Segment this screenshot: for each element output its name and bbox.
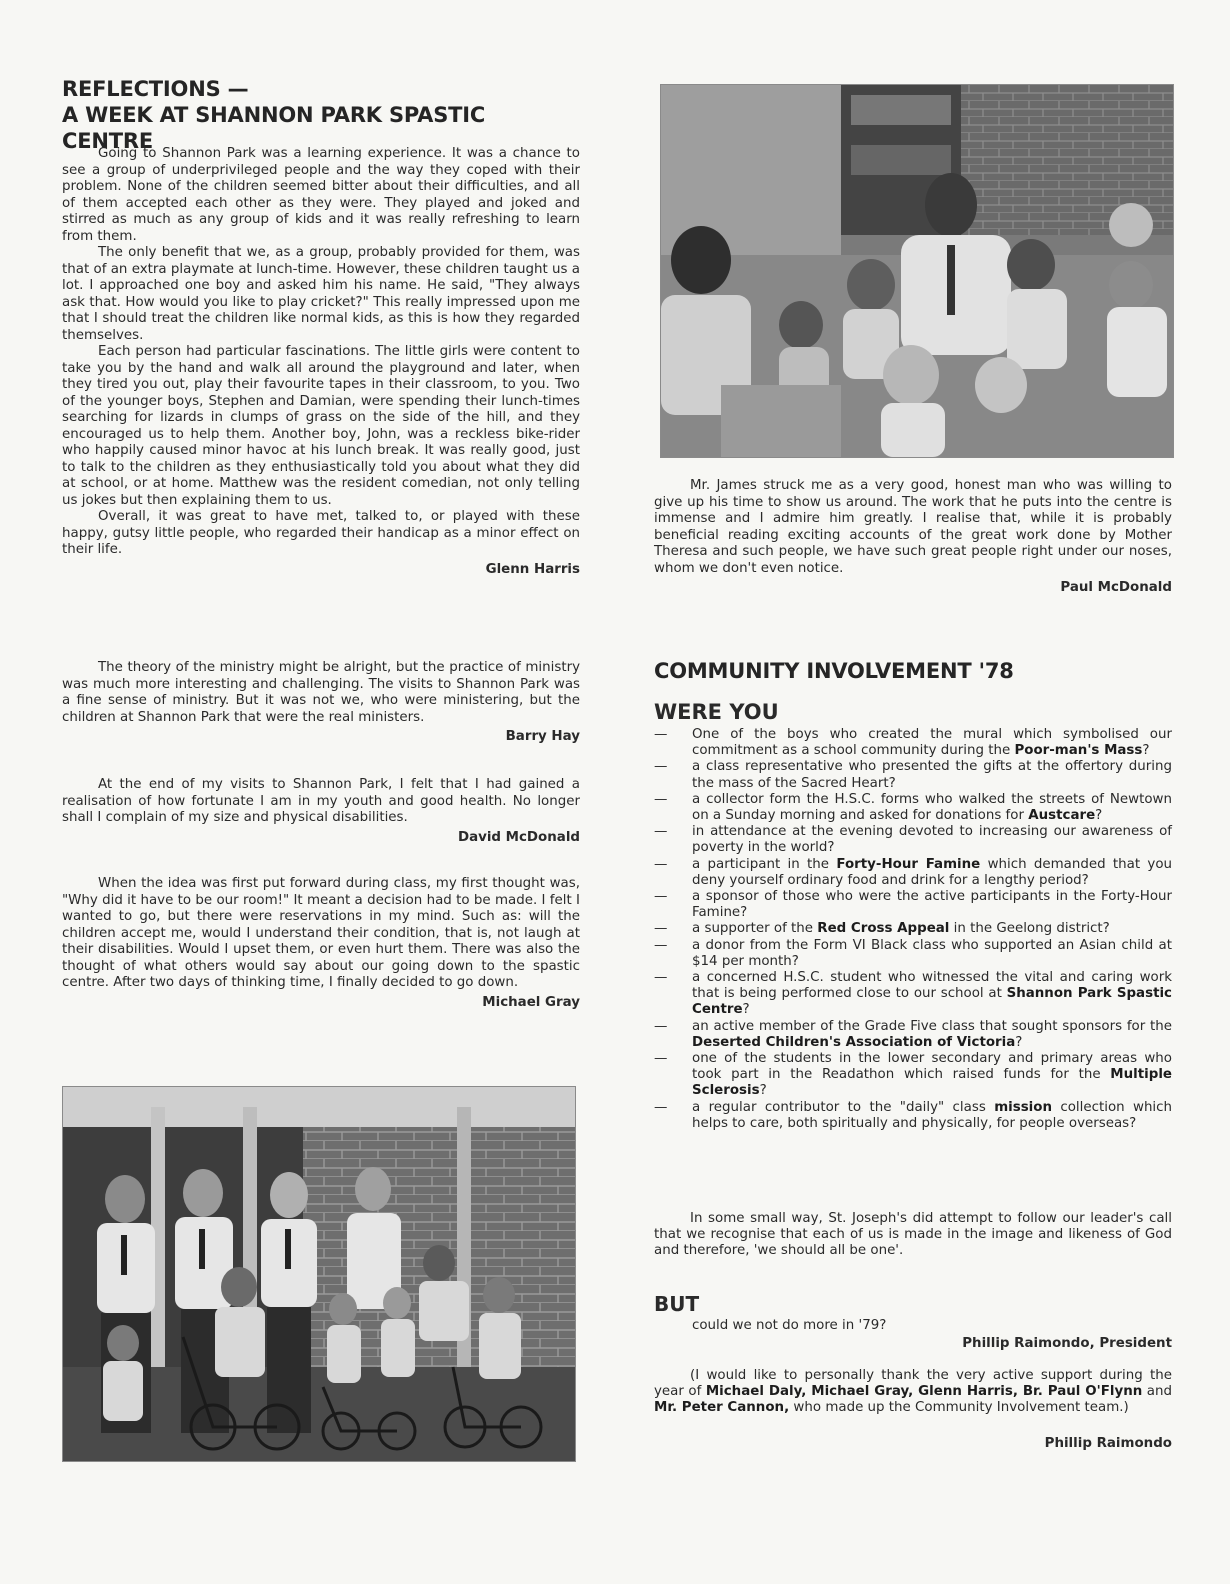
item-text-end: ? [759, 1083, 767, 1099]
item-text: a regular contributor to the "daily" class [692, 1099, 995, 1115]
item-text: One of the boys who created the mural which symbolised our commitment as a school community during the [692, 727, 1172, 759]
but-heading: BUT [654, 1292, 700, 1316]
item-text: a supporter of the [692, 921, 818, 937]
list-item [654, 1019, 1172, 1051]
thanks-last: Mr. Peter Cannon, [654, 1400, 790, 1416]
list-item [654, 938, 1172, 970]
item-text: a collector form the H.S.C. forms who walked the streets of Newtown on a Sunday morning and asked for donations for [692, 791, 1172, 824]
list-item [654, 824, 1172, 856]
item-text: a concerned H.S.C. student who witnessed the vital and caring work that is being performed close to our school at [692, 970, 1172, 1002]
item-text: a donor from the Form VI Black class who supported an Asian child at $14 per month? [692, 937, 1172, 969]
final-byline: Phillip Raimondo [1044, 1436, 1172, 1451]
dash-bullet: — [654, 856, 668, 872]
thanks-and: and [1142, 1384, 1173, 1400]
dash-bullet: — [654, 824, 668, 840]
item-bold-text: mission [994, 1099, 1052, 1115]
but-text: could we not do more in '79? [692, 1318, 887, 1333]
byline: David McDonald [457, 829, 580, 845]
item-text: in attendance at the evening devoted to increasing our awareness of poverty in the world? [692, 824, 1172, 856]
item-text: a sponsor of those who were the active participants in the Forty-Hour Famine? [692, 889, 1172, 921]
article-barry-hay [62, 660, 580, 746]
paragraph: At the end of my visits to Shannon Park, I felt that I had gained a realisation of how fortunate I am in my youth and good health. No longer shall I complain of my size and physical disabilities. [62, 777, 580, 825]
paragraph: The only benefit that we, as a group, probably provided for them, was that of an extra playmate at lunch-time. However, these children taught us a lot. I approached one boy and asked him his name. He said, "They always ask that. How would you like to play cricket?" This really impressed upon me that I should treat the children like normal kids, as this is how they regarded themselves. [62, 245, 580, 343]
classroom-photo [660, 84, 1174, 458]
thanks-pre: (I would like to personally thank the very active support during the year of [654, 1368, 1172, 1400]
item-text: an active member of the Grade Five class that sought sponsors for the [692, 1018, 1172, 1034]
list-item [654, 970, 1172, 1019]
byline: Glenn Harris [485, 561, 580, 577]
dash-bullet: — [654, 937, 668, 953]
group-photo-image [63, 1087, 575, 1461]
community-list [654, 727, 1172, 1132]
list-item [654, 727, 1172, 759]
list-item [654, 1100, 1172, 1132]
thanks-text [654, 1368, 1172, 1417]
item-bold-text: Multiple Sclerosis [692, 1067, 1172, 1099]
item-text-end: ? [1015, 1034, 1023, 1050]
paragraph: In some small way, St. Joseph's did attempt to follow our leader's call that we recognise that each of us is made in the image and likeness of God and therefore, 'we should all be one'. [654, 1211, 1172, 1259]
were-you-heading: WERE YOU [654, 700, 779, 724]
item-text: one of the students in the lower secondary and primary areas who took part in the Readathon which raised funds for the [692, 1051, 1172, 1083]
byline: Barry Hay [505, 729, 580, 744]
paragraph: The theory of the ministry might be alright, but the practice of ministry was much more interesting and challenging. The visits to Shannon Park was a fine sense of ministry. But it was not we, who were ministering, but the children at Shannon Park that were the real ministers. [62, 660, 580, 725]
classroom-photo-image [661, 85, 1173, 457]
community-title: COMMUNITY INVOLVEMENT '78 [654, 659, 1014, 683]
dash-bullet: — [654, 921, 668, 937]
thanks-names: Michael Daly, Michael Gray, Glenn Harris, Br. Paul O'Flynn [705, 1384, 1143, 1400]
item-bold-text: Austcare [1028, 808, 1096, 824]
closing-paragraph [654, 1211, 1172, 1260]
dash-bullet: — [654, 1099, 668, 1115]
item-text: a participant in the [692, 856, 837, 872]
item-bold-text: Shannon Park Spastic Centre [692, 986, 1172, 1018]
president-byline: Phillip Raimondo, President [962, 1336, 1172, 1351]
reflections-title [62, 76, 580, 154]
item-text-end: ? [1142, 743, 1150, 759]
article-paul-mcdonald [654, 478, 1172, 597]
dash-bullet: — [654, 791, 668, 807]
title-line-2: A WEEK AT SHANNON PARK SPASTIC CENTRE [62, 103, 486, 153]
paragraph: Each person had particular fascinations. The little girls were content to take you by the hand and walk all around the playground and later, when they tired you out, play their favourite tapes in their classroom, to you. Two of the younger boys, Stephen and Damian, were spending their lunch-times searching for lizards in clumps of grass on the side of the hill, and they encouraged us to help them. Another boy, John, was a reckless bike-rider who happily caused minor havoc at his lunch break. It was really good, just to talk to the children as they enthusiastically told you about what they did at school, or at home. Matthew was the resident comedian, not only telling us jokes but then explaining them to us. [62, 344, 580, 508]
paragraph: Going to Shannon Park was a learning experience. It was a chance to see a group of underprivileged people and the way they coped with their problem. None of the children seemed bitter about their difficulties, and all of them accepted each other as they were. They played and joked and stirred as much as any group of kids and it was really refreshing to learn from them. [62, 146, 580, 244]
list-item [654, 889, 1172, 921]
title-line-1: REFLECTIONS — [62, 77, 249, 101]
thanks-paragraph [654, 1368, 1172, 1417]
dash-bullet: — [654, 759, 668, 775]
list-item [654, 759, 1172, 791]
item-text: a class representative who presented the gifts at the offertory during the mass of the Sacred Heart? [692, 759, 1172, 791]
paragraph: Mr. James struck me as a very good, honest man who was willing to give up his time to show us around. The work that he puts into the centre is immense and I admire him greatly. I realise that, while it is probably beneficial reading exciting accounts of the great work done by Mother Theresa and such people, we have such great people right under our noses, whom we don't even notice. [654, 478, 1172, 576]
dash-bullet: — [654, 727, 668, 742]
item-text-end: ? [742, 1002, 750, 1018]
list-item [654, 792, 1172, 824]
dash-bullet: — [654, 1051, 668, 1067]
list-item [654, 1051, 1172, 1100]
item-text-end: in the Geelong district? [949, 921, 1110, 937]
byline: Michael Gray [482, 994, 580, 1010]
article-david-mcdonald [62, 777, 580, 847]
article-glenn-harris [62, 146, 580, 579]
dash-bullet: — [654, 970, 668, 986]
item-bold-text: Deserted Children's Association of Victoria [692, 1034, 1016, 1050]
thanks-post: who made up the Community Involvement team.) [789, 1400, 1129, 1416]
dash-bullet: — [654, 1018, 668, 1034]
group-photo-bikes [62, 1086, 576, 1462]
paragraph: When the idea was first put forward during class, my first thought was, "Why did it have to be our room!" It meant a decision had to be made. I felt I wanted to go, but there were reservations in my mind. Such as: will the children accept me, would I understand their condition, that is, not laugh at their disabilities. Would I upset them, or even hurt them. There was also the thought of what others would say about our going down to the spastic centre. After two days of thinking time, I finally decided to go down. [62, 876, 580, 990]
list-item [654, 857, 1172, 889]
item-text-end: which demanded that you deny yourself ordinary food and drink for a lengthy period? [692, 856, 1173, 888]
item-text-end: collection which helps to care, both spiritually and physically, for people overseas? [692, 1099, 1172, 1131]
paragraph: Overall, it was great to have met, talked to, or played with these happy, gutsy little people, who regarded their handicap as a minor effect on their life. [62, 509, 580, 557]
item-bold-text: Red Cross Appeal [817, 921, 950, 937]
item-text-end: ? [1095, 808, 1103, 824]
list-item [654, 921, 1172, 937]
article-michael-gray [62, 876, 580, 1012]
item-bold-text: Forty-Hour Famine [836, 856, 981, 872]
item-bold-text: Poor-man's Mass [1014, 743, 1143, 759]
byline: Paul McDonald [1060, 580, 1172, 595]
dash-bullet: — [654, 889, 668, 905]
